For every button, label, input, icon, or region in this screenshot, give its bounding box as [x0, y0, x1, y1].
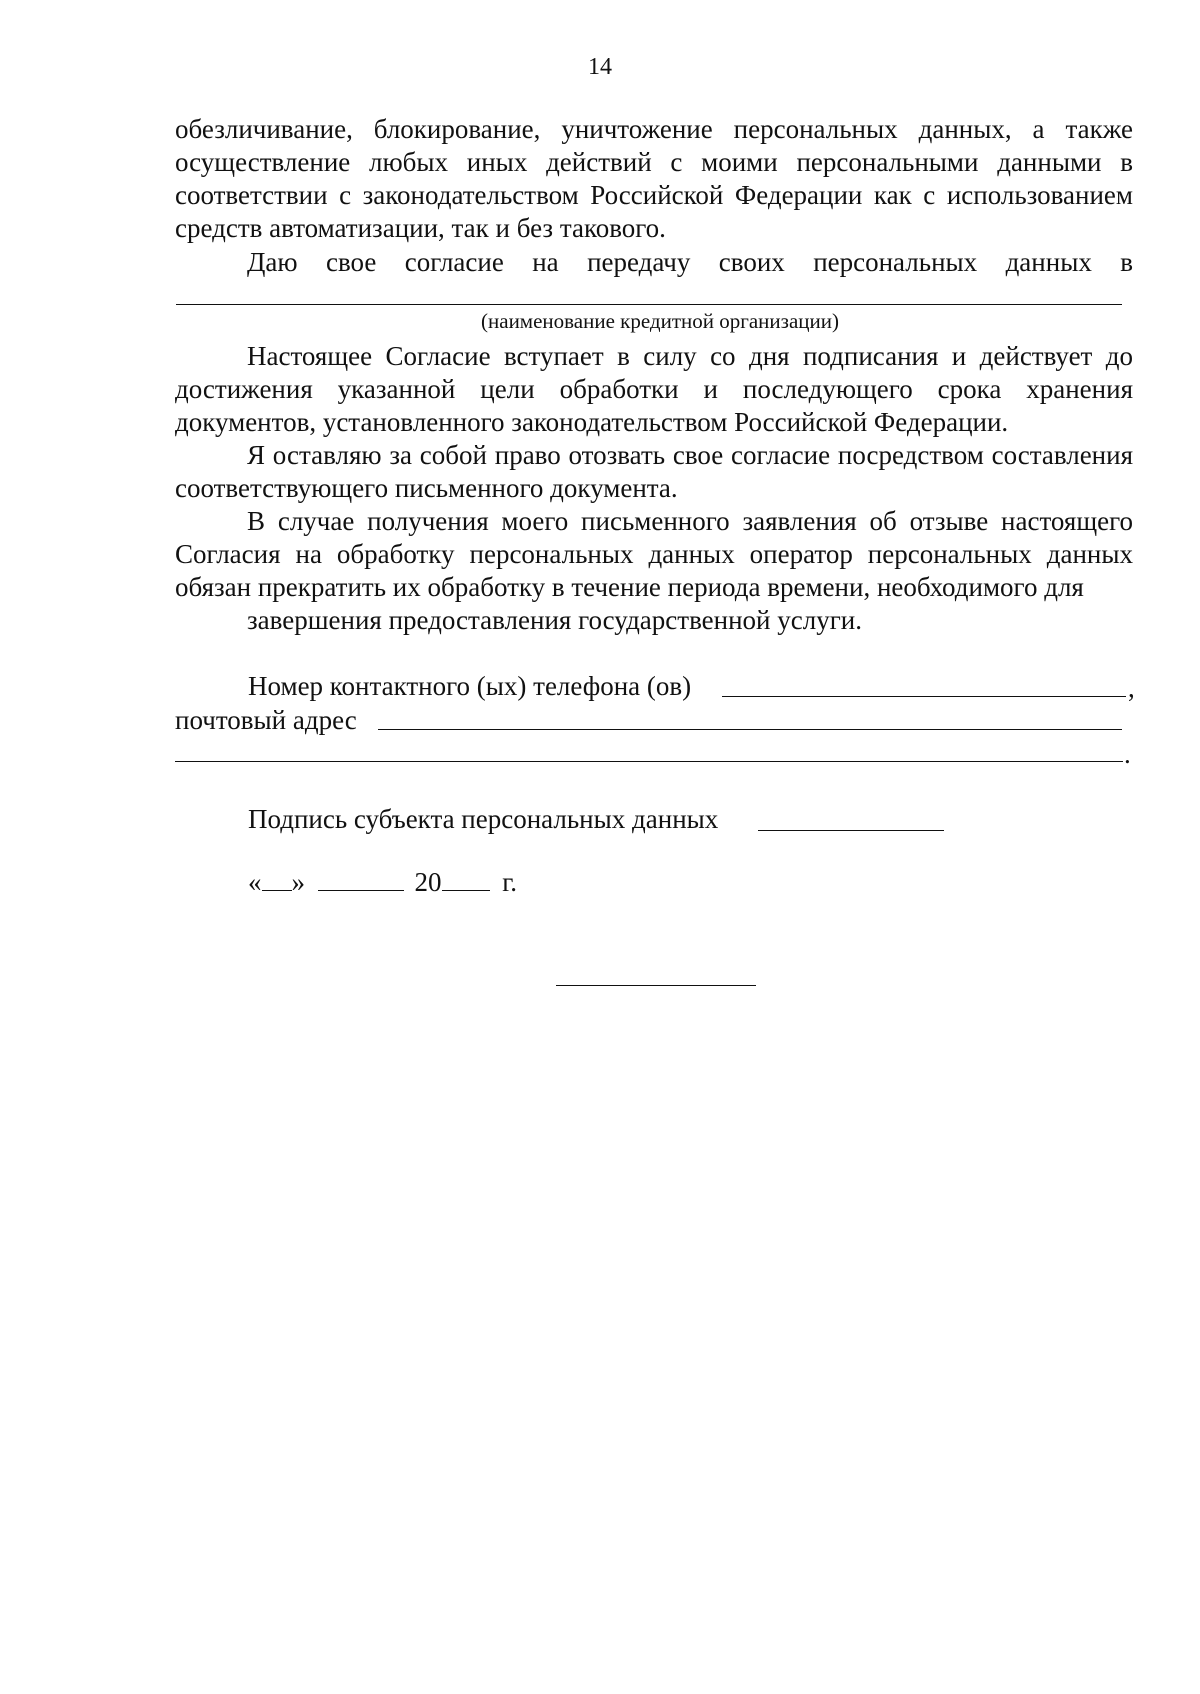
date-close-quote: »	[291, 867, 305, 897]
credit-organization-caption: (наименование кредитной организации)	[481, 309, 839, 333]
phone-field[interactable]	[722, 696, 1126, 697]
phone-comma: ,	[1128, 673, 1135, 703]
paragraph-withdrawal-procedure	[175, 505, 1133, 637]
paragraph-processing-actions	[175, 113, 1133, 245]
paragraph-text: Я оставляю за собой право отозвать свое согласие посредством составления соответствующего письменного документа.	[175, 440, 1133, 503]
paragraph-text: Настоящее Согласие вступает в силу со дня подписания и действует до достижения указанной цели обработки и последующего срока хранения документов, установленного законодательством Российской Федерации.	[175, 341, 1133, 437]
address-field-line-2[interactable]	[175, 761, 1123, 762]
paragraph-text: обезличивание, блокирование, уничтожение персональных данных, а также осуществление любых иных действий с моими персональными данными в соответствии с законодательством Российской Федерации как с использованием средств автоматизации, так и без такового.	[175, 114, 1133, 243]
address-field-line-1[interactable]	[378, 729, 1122, 730]
date-day-field[interactable]	[262, 866, 292, 891]
phone-label: Номер контактного (ых) телефона (ов)	[248, 671, 692, 701]
date-year-field[interactable]	[442, 866, 490, 891]
date-open-quote: «	[248, 867, 262, 897]
paragraph-consent-transfer	[175, 246, 1133, 279]
paragraph-text-end: завершения предоставления государственной услуги.	[247, 605, 862, 635]
paragraph-withdrawal-right	[175, 439, 1133, 505]
paragraph-text: Даю свое согласие на передачу своих персональных данных в	[247, 247, 1133, 277]
paragraph-validity	[175, 340, 1133, 439]
date-month-field[interactable]	[318, 866, 404, 891]
date-suffix: г.	[502, 867, 518, 897]
page-number: 14	[588, 54, 612, 80]
address-label: почтовый адрес	[175, 705, 357, 735]
signature-field[interactable]	[758, 830, 944, 831]
signature-label: Подпись субъекта персональных данных	[248, 804, 719, 834]
paragraph-text: В случае получения моего письменного заявления об отзыве настоящего Согласия на обработку персональных данных оператор персональных данных обязан прекратить их обработку в течение периода времени, необходимого для	[175, 506, 1133, 602]
address-period: .	[1124, 739, 1131, 769]
closing-divider	[556, 985, 756, 986]
credit-organization-line[interactable]	[176, 304, 1122, 305]
date-row	[248, 866, 517, 899]
date-year-prefix: 20	[414, 867, 442, 897]
